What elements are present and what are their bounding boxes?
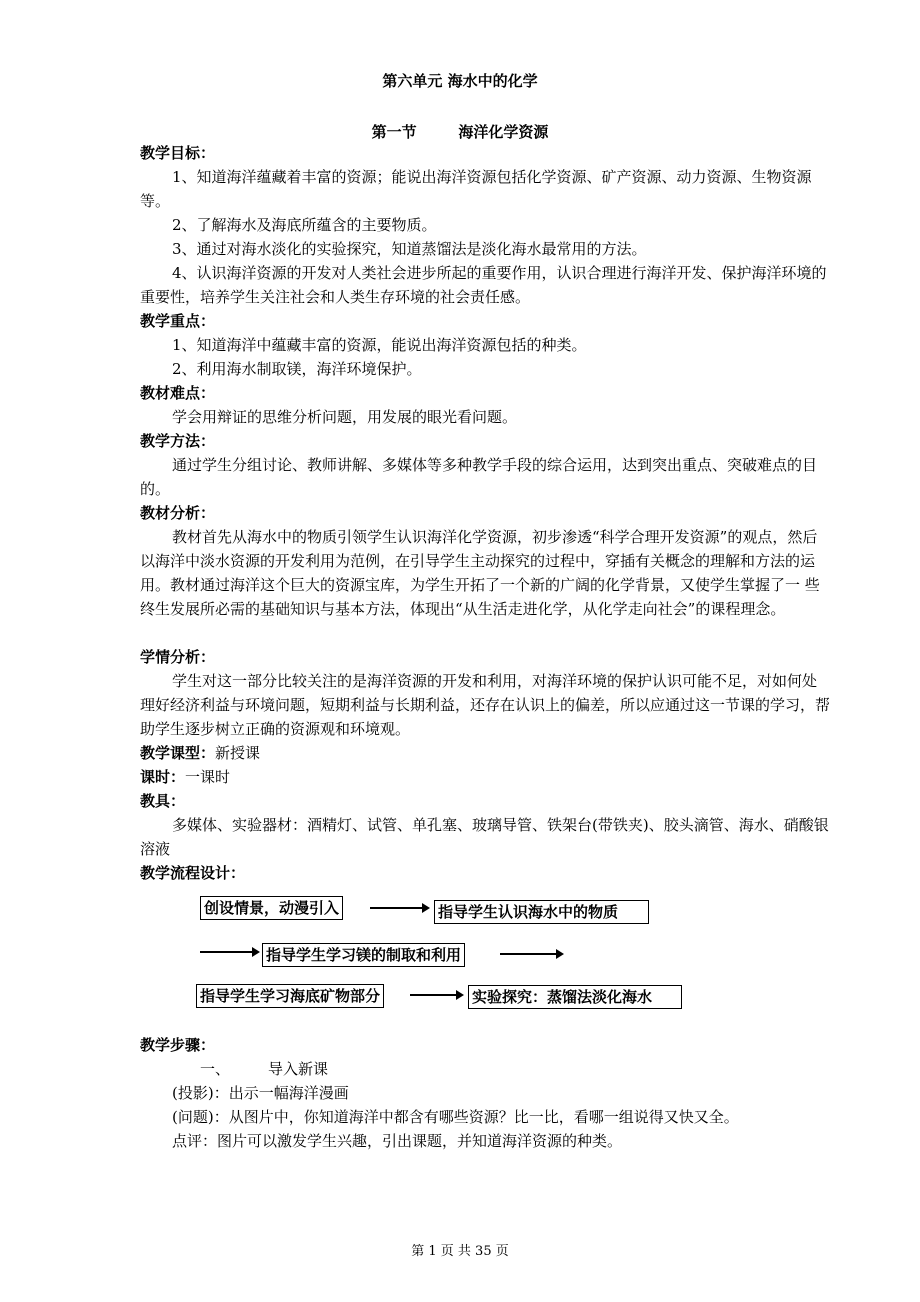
- hours-label: 课时：: [140, 768, 186, 786]
- goal-item: 1、知道海洋蕴藏着丰富的资源；能说出海洋资源包括化学资源、矿产资源、动力资源、生物资源等。: [140, 168, 812, 210]
- step-title: 导入新课: [268, 1060, 329, 1078]
- lesson-type-label: 教学课型：: [140, 744, 216, 762]
- analysis-text: 教材首先从海水中的物质引领学生认识海洋化学资源，初步渗透“科学合理开发资源”的观点，然后以海洋中淡水资源的开发利用为范例，在引导学生主动探究的过程中，穿插有关概念的理解和方法的运用。教材通过海洋这个巨大的资源宝库，为学生开拓了一个新的广阔的化学背景，又使学生掌握了一 些终生发展所必需的基础知识与基本方法，体现出“从生活走进化学，从化学走向社会”的课程理念。: [140, 528, 820, 618]
- flow-step-3: 指导学生学习镁的制取和利用: [262, 943, 465, 967]
- key-point-item: 1、知道海洋中蕴藏丰富的资源，能说出海洋资源包括的种类。: [172, 336, 587, 354]
- step-line: (问题)：从图片中，你知道海洋中都含有哪些资源？比一比，看哪一组说得又快又全。: [172, 1108, 739, 1126]
- method-heading: 教学方法：: [140, 432, 216, 450]
- goals-heading: 教学目标：: [140, 144, 216, 162]
- flow-arrow: [410, 994, 462, 996]
- section-title: 第一节 海洋化学资源: [371, 123, 549, 141]
- step-line: (投影)：出示一幅海洋漫画: [172, 1084, 349, 1102]
- flow-step-1: 创设情景，动漫引入: [200, 896, 343, 920]
- key-point-item: 2、利用海水制取镁，海洋环境保护。: [172, 360, 422, 378]
- unit-title: 第六单元 海水中的化学: [382, 72, 538, 90]
- difficulty-text: 学会用辩证的思维分析问题，用发展的眼光看问题。: [172, 408, 518, 426]
- tools-text: 多媒体、实验器材：酒精灯、试管、单孔塞、玻璃导管、铁架台(带铁夹)、胶头滴管、海水、硝酸银溶液: [140, 816, 829, 858]
- lesson-type: [140, 741, 830, 765]
- students-text: 学生对这一部分比较关注的是海洋资源的开发和利用，对海洋环境的保护认识可能不足，对如何处理好经济利益与环境问题，短期利益与长期利益，还存在认识上的偏差，所以应通过这一节课的学习，帮助学生逐步树立正确的资源观和环境观。: [140, 672, 831, 738]
- goal-item: 2、了解海水及海底所蕴含的主要物质。: [172, 216, 437, 234]
- flow-heading: 教学流程设计：: [140, 864, 246, 882]
- lesson-hours: [140, 765, 830, 789]
- flow-step-4: 指导学生学习海底矿物部分: [196, 984, 384, 1008]
- goal-item: 4、认识海洋资源的开发对人类社会进步所起的重要作用，认识合理进行海洋开发、保护海洋环境的重要性，培养学生关注社会和人类生存环境的社会责任感。: [140, 264, 827, 306]
- flow-arrow: [200, 951, 258, 953]
- flow-step-5: 实验探究：蒸馏法淡化海水: [468, 985, 682, 1009]
- tools-heading: 教具：: [140, 792, 186, 810]
- step-line: 点评：图片可以激发学生兴趣，引出课题，并知道海洋资源的种类。: [172, 1132, 623, 1150]
- key-points-heading: 教学重点：: [140, 312, 216, 330]
- page-footer: 第 1 页 共 35 页: [411, 1244, 509, 1259]
- difficulty-heading: 教材难点：: [140, 384, 216, 402]
- flow-arrow: [370, 907, 428, 909]
- step-number: 一、: [200, 1060, 231, 1078]
- flow-arrow: [500, 953, 562, 955]
- analysis-heading: 教材分析：: [140, 504, 216, 522]
- students-heading: 学情分析：: [140, 648, 216, 666]
- goal-item: 3、通过对海水淡化的实验探究，知道蒸馏法是淡化海水最常用的方法。: [172, 240, 647, 258]
- method-text: 通过学生分组讨论、教师讲解、多媒体等多种教学手段的综合运用，达到突出重点、突破难点的目的。: [140, 456, 818, 498]
- step-subheading: [200, 1057, 890, 1081]
- flow-step-2: 指导学生认识海水中的物质: [434, 900, 649, 924]
- lesson-type-value: 新授课: [215, 744, 261, 762]
- hours-value: 一课时: [185, 768, 231, 786]
- steps-heading: 教学步骤：: [140, 1036, 216, 1054]
